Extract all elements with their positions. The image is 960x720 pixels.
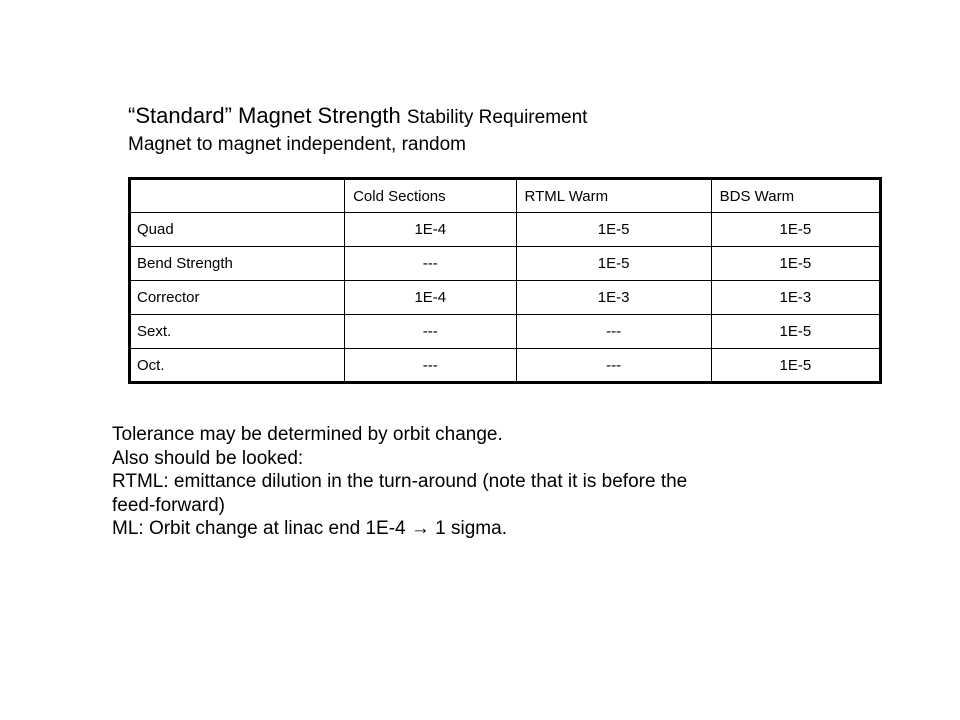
table-cell: 1E-5 [711,315,880,349]
stability-table [128,177,882,384]
table-row [130,247,881,281]
table-cell: --- [516,349,711,383]
table-cell: --- [516,315,711,349]
note-line: Tolerance may be determined by orbit change. [112,424,503,445]
table-cell: 1E-5 [516,213,711,247]
table-cell: --- [345,247,516,281]
table-cell: 1E-5 [711,247,880,281]
table-cell: 1E-4 [345,281,516,315]
row-label: Bend Strength [130,247,345,281]
table-cell: 1E-5 [711,213,880,247]
title-sub: Stability Requirement [406,107,588,128]
note-line: ML: Orbit change at linac end 1E-4 → 1 sigma. [112,518,507,539]
table-row [130,315,881,349]
table-cell: --- [345,315,516,349]
row-label: Oct. [130,349,345,383]
title-main: “Standard” Magnet Strength [128,103,401,128]
title-block [128,102,888,158]
slide-subtitle: Magnet to magnet independent, random [128,134,467,155]
table-cell: 1E-5 [516,247,711,281]
notes-block [112,423,912,541]
table-cell: --- [345,349,516,383]
row-label: Quad [130,213,345,247]
slide-title [128,102,888,132]
table-header-cell: BDS Warm [711,179,880,213]
table-row [130,349,881,383]
row-label: Sext. [130,315,345,349]
table-cell: 1E-3 [711,281,880,315]
note-line: Also should be looked: [112,447,304,469]
table-header-cell: Cold Sections [345,179,516,213]
table-header-cell: RTML Warm [516,179,711,213]
note-line: RTML: emittance dilution in the turn-around (note that it is before the [112,471,688,492]
table-row [130,281,881,315]
table-cell: 1E-4 [345,213,516,247]
note-line: feed-forward) [112,494,225,516]
table-header-row [130,179,881,213]
table-cell: 1E-5 [711,349,880,383]
table-row [130,213,881,247]
table-cell: 1E-3 [516,281,711,315]
row-label: Corrector [130,281,345,315]
table-header-cell [130,179,345,213]
